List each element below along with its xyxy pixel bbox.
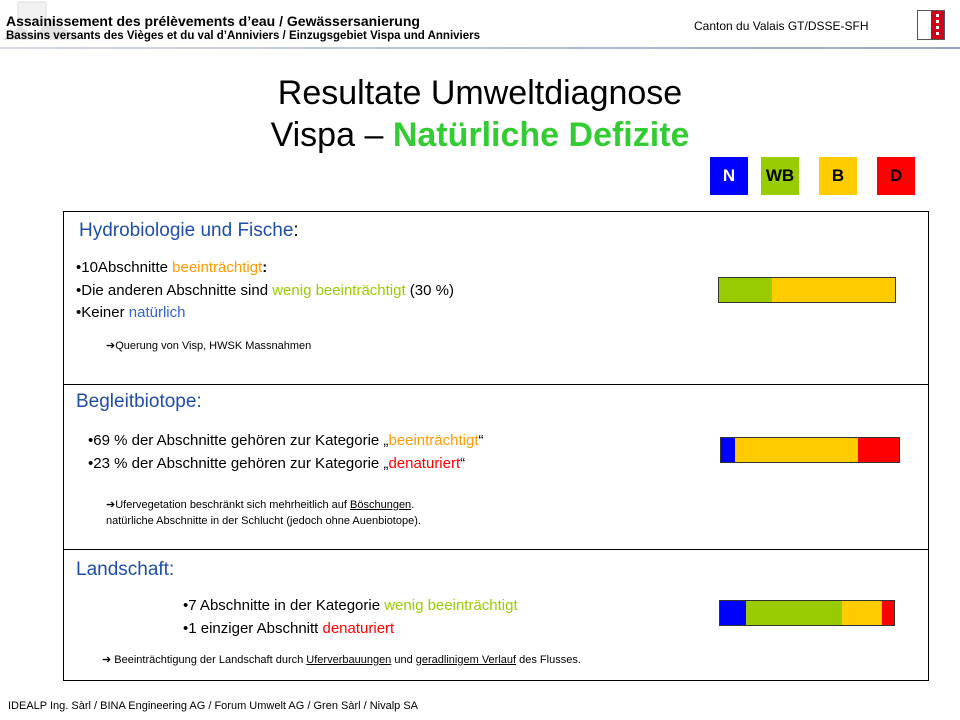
landschaft-bullet-1 <box>183 597 518 614</box>
bar-segment-wb <box>719 278 772 302</box>
highlight: beeinträchtigt <box>172 259 263 276</box>
hydro-bullet-3 <box>76 304 185 321</box>
header-divider <box>0 47 960 49</box>
heading-suffix: : <box>293 220 299 241</box>
bar-segment-n <box>720 601 746 625</box>
bar-segment-wb <box>746 601 842 625</box>
subtitle-prefix: Vispa – <box>270 116 393 154</box>
section-heading-landschaft: Landschaft: <box>76 559 175 580</box>
category-label: N <box>722 166 736 185</box>
begleit-bullet-1 <box>88 432 484 449</box>
bar-segment-n <box>721 438 735 462</box>
page-subtitle <box>0 116 960 155</box>
hydro-bullet-1 <box>76 259 267 276</box>
landschaft-note <box>102 653 581 666</box>
underlined-text: Uferverbauungen <box>306 654 392 666</box>
valais-flag-icon <box>917 10 945 40</box>
underlined-text: Böschungen <box>350 499 412 511</box>
text: des Flusses. <box>516 654 581 666</box>
category-label: D <box>889 166 903 185</box>
section-heading-begleit: Begleitbiotope: <box>76 391 202 412</box>
text: •Keiner <box>76 304 129 321</box>
highlight: denaturiert <box>322 620 395 637</box>
section-divider <box>64 384 928 385</box>
landschaft-category-bar <box>719 600 895 626</box>
bar-segment-d <box>882 601 894 625</box>
header-title: Assainissement des prélèvements d’eau / Gewässersanierung <box>6 13 420 29</box>
text: •1 einziger Abschnitt <box>183 620 323 637</box>
text: . <box>411 499 415 511</box>
text: •23 % der Abschnitte gehören zur Kategorie „ <box>88 455 389 472</box>
underlined-text: geradlinigem Verlauf <box>415 654 517 666</box>
highlight: wenig beeinträchtigt <box>384 597 518 614</box>
highlight: wenig beeinträchtigt <box>272 282 406 299</box>
hydro-category-bar <box>718 277 896 303</box>
arrow-icon: ➔ <box>106 340 116 352</box>
bar-segment-b <box>772 278 895 302</box>
begleit-note-2: natürliche Abschnitte in der Schlucht (jedoch ohne Auenbiotope). <box>106 515 421 527</box>
begleit-category-bar <box>720 437 900 463</box>
text: “ <box>478 432 484 449</box>
category-label: WB <box>765 166 795 185</box>
highlight: natürlich <box>128 304 186 321</box>
heading-text: Hydrobiologie und Fische <box>79 220 294 241</box>
landschaft-bullet-2 <box>183 620 394 637</box>
section-divider <box>64 549 928 550</box>
begleit-note-1 <box>106 498 414 511</box>
category-n-box <box>710 157 748 195</box>
text: Ufervegetation beschränkt sich mehrheitlich auf <box>115 499 351 511</box>
category-d-box <box>877 157 915 195</box>
subtitle-highlight: Natürliche Defizite <box>392 116 690 154</box>
text: (30 %) <box>405 282 454 299</box>
arrow-icon: ➔ <box>106 499 116 511</box>
canton-label: Canton du Valais GT/DSSE-SFH <box>694 19 869 33</box>
highlight: beeinträchtigt <box>388 432 479 449</box>
text: und <box>391 654 416 666</box>
bar-segment-b <box>735 438 858 462</box>
text: •69 % der Abschnitte gehören zur Kategorie „ <box>88 432 389 449</box>
arrow-icon: ➔ <box>102 654 112 666</box>
begleit-bullet-2 <box>88 455 465 472</box>
category-wb-box <box>761 157 799 195</box>
footer-credits: IDEALP Ing. Sàrl / BINA Engineering AG / Forum Umwelt AG / Gren Sàrl / Nivalp SA <box>8 700 419 712</box>
category-b-box <box>819 157 857 195</box>
text: Querung von Visp, HWSK Massnahmen <box>115 340 312 352</box>
bar-segment-d <box>858 438 899 462</box>
text: “ <box>460 455 466 472</box>
text: •7 Abschnitte in der Kategorie <box>183 597 385 614</box>
text: : <box>262 259 268 276</box>
text: Beeinträchtigung der Landschaft durch <box>111 654 307 666</box>
text: •10Abschnitte <box>76 259 173 276</box>
hydro-note <box>106 339 311 352</box>
bar-segment-b <box>842 601 882 625</box>
hydro-bullet-2 <box>76 282 454 299</box>
text: •Die anderen Abschnitte sind <box>76 282 273 299</box>
page-title: Resultate Umweltdiagnose <box>277 74 683 112</box>
section-heading-hydro <box>79 220 299 242</box>
category-label: B <box>831 166 845 185</box>
header-subtitle: Bassins versants des Vièges et du val d’Anniviers / Einzugsgebiet Vispa und Anniviers <box>6 30 481 42</box>
highlight: denaturiert <box>388 455 461 472</box>
